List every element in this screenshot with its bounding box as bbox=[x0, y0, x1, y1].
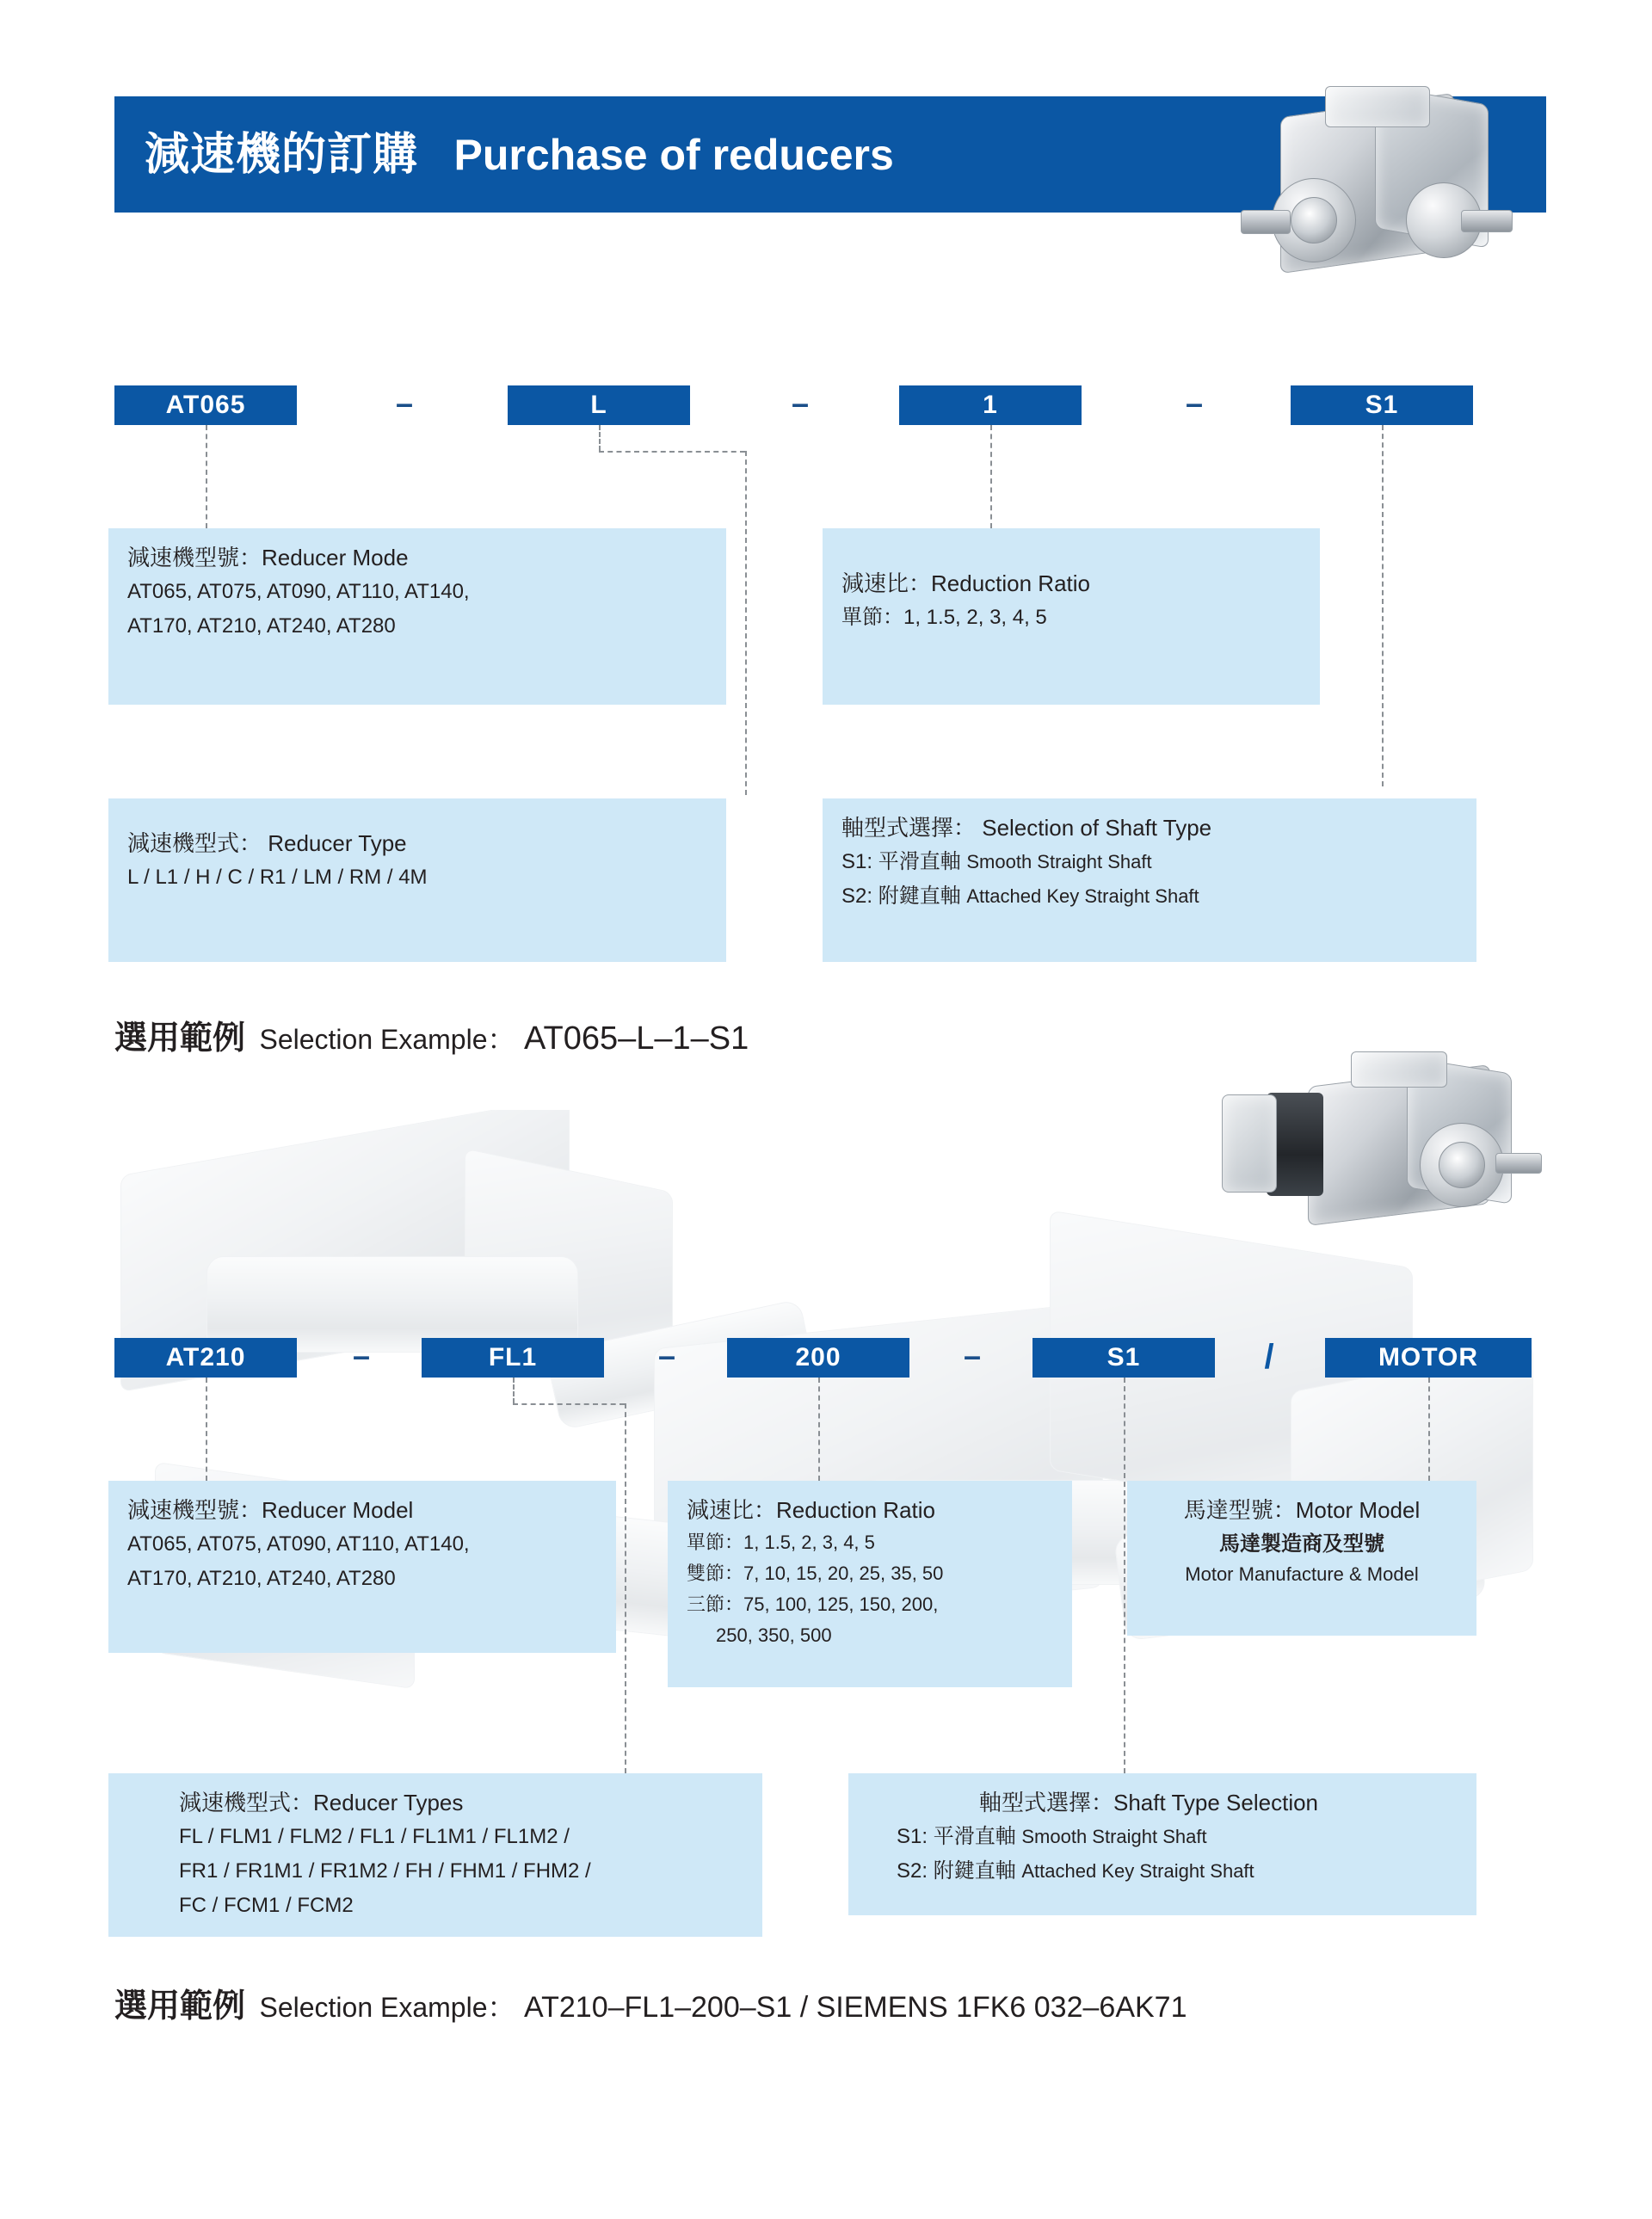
panel2-reduction-ratio-line4: 250, 350, 500 bbox=[716, 1624, 832, 1646]
panel2-motor-model-line1: 馬達製造商及型號 bbox=[1219, 1532, 1384, 1556]
leader-ratio-vertical bbox=[990, 425, 992, 528]
panel2-motor-model-line2: Motor Manufacture & Model bbox=[1185, 1563, 1419, 1585]
panel-reducer-type-line1: L / L1 / H / C / R1 / LM / RM / 4M bbox=[127, 866, 428, 889]
panel-shaft-type bbox=[823, 798, 1476, 962]
leader2-ratio-vertical bbox=[818, 1378, 820, 1481]
reducer-photo-top bbox=[1246, 79, 1513, 363]
leader-l-vertical-b bbox=[745, 451, 747, 795]
shaft-s2-en: Attached Key Straight Shaft bbox=[966, 885, 1199, 907]
code2-separator-1: – bbox=[352, 1338, 371, 1373]
shaft2-s2-cn: 附鍵直軸 bbox=[933, 1859, 1016, 1883]
shaft-s1-cn: 平滑直軸 bbox=[878, 850, 961, 873]
panel2-reduction-ratio-line1: 單節：1, 1.5, 2, 3, 4, 5 bbox=[687, 1532, 875, 1553]
selection-example-2-cn: 選用範例 bbox=[114, 1988, 246, 2025]
panel2-reduction-ratio-line2: 雙節：7, 10, 15, 20, 25, 35, 50 bbox=[687, 1563, 944, 1584]
panel-reduction-ratio-title: 減速比：Reduction Ratio bbox=[841, 570, 1090, 596]
leader2-motor-vertical bbox=[1428, 1378, 1430, 1481]
code2-slash: / bbox=[1264, 1338, 1274, 1376]
shaft2-s2-en: Attached Key Straight Shaft bbox=[1021, 1860, 1254, 1882]
code2-box-motor: MOTOR bbox=[1325, 1338, 1532, 1378]
panel2-shaft-type-title: 軸型式選擇：Shaft Type Selection bbox=[979, 1790, 1319, 1815]
code2-box-at210: AT210 bbox=[114, 1338, 297, 1378]
panel2-shaft-type-line1 bbox=[867, 1820, 1458, 1854]
code-box-l: L bbox=[508, 385, 690, 425]
code2-box-s1: S1 bbox=[1032, 1338, 1215, 1378]
leader-l-horizontal bbox=[599, 451, 745, 453]
page-title-en: Purchase of reducers bbox=[453, 131, 894, 179]
panel2-motor-model bbox=[1127, 1481, 1476, 1636]
panel2-motor-model-title: 馬達型號：Motor Model bbox=[1183, 1497, 1421, 1523]
panel-shaft-type-line1 bbox=[841, 845, 1458, 879]
panel2-reducer-model bbox=[108, 1481, 616, 1653]
panel2-reduction-ratio-line3: 三節：75, 100, 125, 150, 200, bbox=[687, 1593, 939, 1615]
shaft-s2-cn: 附鍵直軸 bbox=[878, 885, 961, 908]
code2-box-200: 200 bbox=[727, 1338, 909, 1378]
selection-example-2-value: AT210–FL1–200–S1 / SIEMENS 1FK6 032–6AK71 bbox=[523, 1991, 1187, 2024]
panel-shaft-type-line2 bbox=[841, 879, 1458, 914]
panel-reducer-mode-line2: AT170, AT210, AT240, AT280 bbox=[127, 614, 396, 638]
panel2-reduction-ratio bbox=[668, 1481, 1072, 1687]
reducer-motor-photo bbox=[1222, 1041, 1532, 1291]
selection-example-2 bbox=[114, 1979, 1187, 2026]
selection-example-1-value: AT065–L–1–S1 bbox=[523, 1020, 749, 1057]
code2-box-fl1: FL1 bbox=[422, 1338, 604, 1378]
page-title bbox=[145, 120, 894, 189]
code2-separator-3: – bbox=[963, 1338, 982, 1373]
panel2-reducer-model-line1: AT065, AT075, AT090, AT110, AT140, bbox=[127, 1532, 470, 1556]
page-title-cn: 減速機的訂購 bbox=[145, 130, 419, 180]
panel-reducer-mode-line1: AT065, AT075, AT090, AT110, AT140, bbox=[127, 580, 470, 603]
code-box-1: 1 bbox=[899, 385, 1082, 425]
code2-separator-2: – bbox=[657, 1338, 676, 1373]
panel-reducer-type bbox=[108, 798, 726, 962]
leader2-shaft-vertical bbox=[1124, 1378, 1125, 1773]
selection-example-1-cn: 選用範例 bbox=[114, 1020, 246, 1057]
leader2-types-horizontal bbox=[513, 1403, 625, 1405]
leader2-types-vertical-a bbox=[513, 1378, 515, 1403]
shaft2-s1-code: S1: bbox=[897, 1825, 928, 1848]
panel2-reducer-model-line2: AT170, AT210, AT240, AT280 bbox=[127, 1567, 396, 1590]
leader-at065-vertical bbox=[206, 425, 207, 528]
selection-example-1 bbox=[114, 1011, 749, 1058]
panel-reducer-mode-title: 減速機型號：Reducer Mode bbox=[127, 545, 409, 570]
code-separator-2: – bbox=[791, 385, 810, 421]
panel2-shaft-type bbox=[848, 1773, 1476, 1915]
shaft-s1-code: S1: bbox=[841, 850, 873, 873]
panel-reduction-ratio bbox=[823, 528, 1320, 705]
panel-reduction-ratio-line1: 單節：1, 1.5, 2, 3, 4, 5 bbox=[841, 606, 1047, 629]
shaft2-s2-code: S2: bbox=[897, 1859, 928, 1883]
panel2-shaft-type-line2 bbox=[867, 1854, 1458, 1889]
shaft-s2-code: S2: bbox=[841, 885, 873, 908]
panel2-reducer-types-line3: FC / FCM1 / FCM2 bbox=[179, 1894, 354, 1917]
shaft2-s1-en: Smooth Straight Shaft bbox=[1021, 1826, 1207, 1847]
code-box-s1: S1 bbox=[1291, 385, 1473, 425]
panel-shaft-type-title: 軸型式選擇： Selection of Shaft Type bbox=[841, 815, 1212, 841]
panel2-reducer-types bbox=[108, 1773, 762, 1937]
panel2-reducer-model-title: 減速機型號：Reducer Model bbox=[127, 1497, 414, 1523]
shaft-s1-en: Smooth Straight Shaft bbox=[966, 851, 1152, 872]
selection-example-2-en: Selection Example： bbox=[259, 1992, 515, 2023]
panel-reducer-mode bbox=[108, 528, 726, 705]
panel2-reducer-types-line2: FR1 / FR1M1 / FR1M2 / FH / FHM1 / FHM2 / bbox=[179, 1859, 591, 1883]
leader-l-vertical-a bbox=[599, 425, 601, 451]
panel2-reducer-types-title: 減速機型式：Reducer Types bbox=[179, 1790, 464, 1815]
panel2-reduction-ratio-title: 減速比：Reduction Ratio bbox=[687, 1497, 935, 1523]
code-box-at065: AT065 bbox=[114, 385, 297, 425]
panel2-reducer-types-line1: FL / FLM1 / FLM2 / FL1 / FL1M1 / FL1M2 / bbox=[179, 1825, 570, 1848]
leader-shaft-vertical bbox=[1382, 425, 1384, 786]
panel-reducer-type-title: 減速機型式： Reducer Type bbox=[127, 830, 407, 856]
shaft2-s1-cn: 平滑直軸 bbox=[933, 1825, 1016, 1848]
leader2-types-vertical-b bbox=[625, 1403, 626, 1773]
code-separator-3: – bbox=[1185, 385, 1204, 421]
code-separator-1: – bbox=[395, 385, 414, 421]
selection-example-1-en: Selection Example： bbox=[259, 1024, 515, 1055]
leader2-model-vertical bbox=[206, 1378, 207, 1481]
